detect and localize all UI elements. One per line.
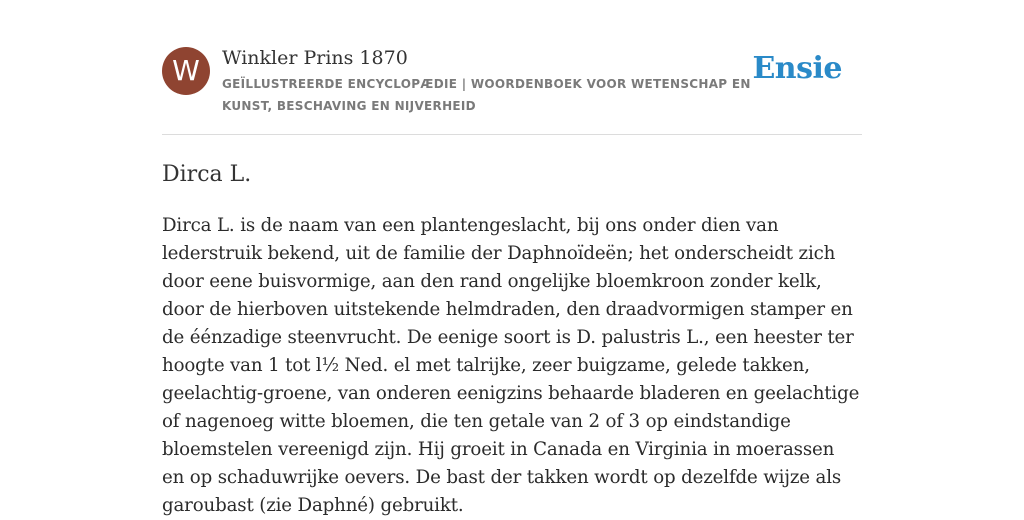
source-header [162,0,862,135]
source-subtitle: GEÏLLUSTREERDE ENCYCLOPÆDIE | WOORDENBOEK VOOR WETENSCHAP EN KUNST, BESCHAVING EN NIJVERHEID [222,77,751,113]
page-content [162,0,862,516]
source-info [222,46,762,117]
source-avatar[interactable]: W [162,47,210,95]
ensie-logo[interactable]: Ensie [752,51,842,86]
source-title[interactable]: Winkler Prins 1870 [222,47,408,69]
entry-body: Dirca L. is de naam van een plantengeslacht, bij ons onder dien van lederstruik bekend, uit de familie der Daphnoïdeën; het onderscheidt zich door eene buisvormige, aan den rand ongelijke bloemkroon zonder kelk, door de hierboven uitstekende helmdraden, den draadvormigen stamper en de éénzadige steenvrucht. De eenige soort is D. palustris L., een heester ter hoogte van 1 tot l½ Ned. el met talrijke, zeer buigzame, gelede takken, geelachtig-groene, van onderen eenigzins behaarde bladeren en geelachtige of nagenoeg witte bloemen, die ten getale van 2 of 3 op eindstandige bloemstelen vereenigd zijn. Hij groeit in Canada en Virginia in moerassen en op schaduwrijke oevers. De bast der takken wordt op dezelfde wijze als garoubast (zie Daphné) gebruikt. [162,215,860,516]
entry-title: Dirca L. [162,162,252,187]
